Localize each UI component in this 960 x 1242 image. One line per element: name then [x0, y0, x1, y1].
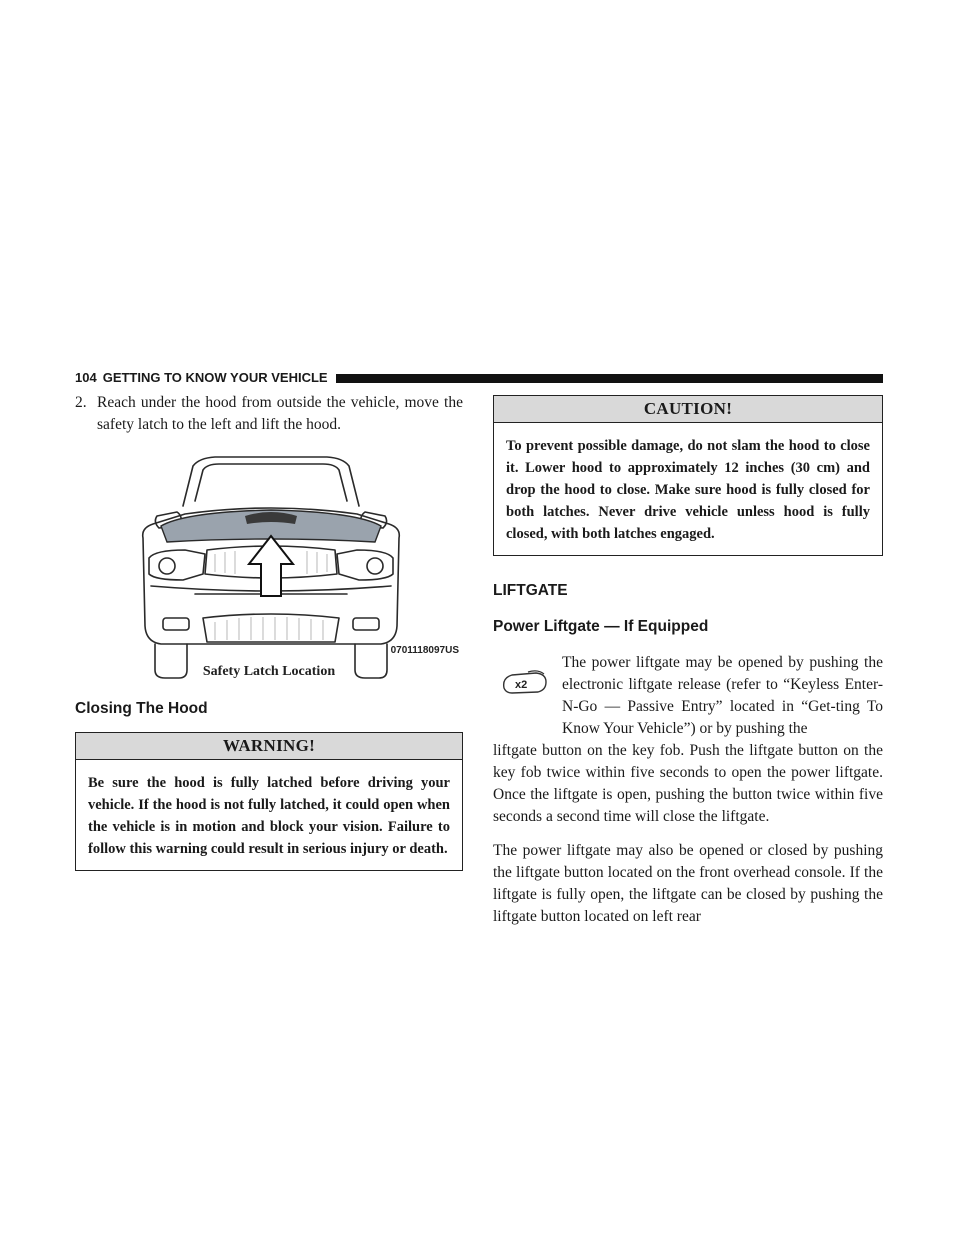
step-text: Reach under the hood from outside the vehicle, move the safety latch to the left and lift the hood. [97, 394, 463, 433]
caution-box [493, 395, 883, 556]
paragraph-1-rest: liftgate button on the key fob. Push the liftgate button on the key fob twice within five seconds to open the power liftgate. Once the liftgate is open, pushing the button twice within five seconds a second time will close the liftgate. [493, 742, 883, 825]
power-liftgate-paragraph-2: The power liftgate may also be opened or closed by pushing the liftgate button located on the front overhead console. If the liftgate is fully open, the liftgate can be closed by pushing the liftgate button located on left rear [493, 842, 883, 925]
left-column [75, 392, 463, 871]
paragraph-1-indented: The power liftgate may be opened by pushing the electronic liftgate release (refer to “Keyless Enter-N-Go — Passive Entry” located in “Get-ting To Know Your Vehicle”) or by pushing the [562, 654, 883, 737]
power-liftgate-heading: Power Liftgate — If Equipped [493, 618, 709, 635]
figure-caption: Safety Latch Location [202, 664, 336, 679]
warning-box [75, 732, 463, 871]
step-number: 2. [75, 394, 87, 411]
caution-title: CAUTION! [494, 396, 882, 423]
arrow-up-icon [249, 536, 293, 596]
right-column [493, 392, 883, 928]
section-title: GETTING TO KNOW YOUR VEHICLE [102, 370, 328, 385]
page-header [75, 370, 883, 386]
warning-title: WARNING! [76, 733, 462, 760]
liftgate-heading: LIFTGATE [493, 582, 568, 599]
warning-body: Be sure the hood is fully latched before driving your vehicle. If the hood is not fully latched, it could open when the vehicle is in motion and block your vision. Failure to follow this warning could result in serious injury or death. [88, 775, 450, 857]
page-number: 104 [75, 370, 97, 385]
fob-icon-label: x2 [515, 679, 528, 691]
caution-body: To prevent possible damage, do not slam the hood to close it. Lower hood to approximately 12 inches (30 cm) and drop the hood to close. Make sure hood is fully closed for both latches. Never drive vehicle unless hood is fully closed, with both latches engaged. [506, 438, 870, 542]
figure-code: 0701118097US [390, 645, 459, 656]
step-2 [75, 392, 463, 436]
header-rule [336, 374, 883, 383]
power-liftgate-paragraph-1 [493, 652, 883, 828]
closing-hood-heading: Closing The Hood [75, 700, 208, 717]
key-fob-double-press-icon [498, 668, 550, 698]
safety-latch-figure [75, 446, 463, 686]
